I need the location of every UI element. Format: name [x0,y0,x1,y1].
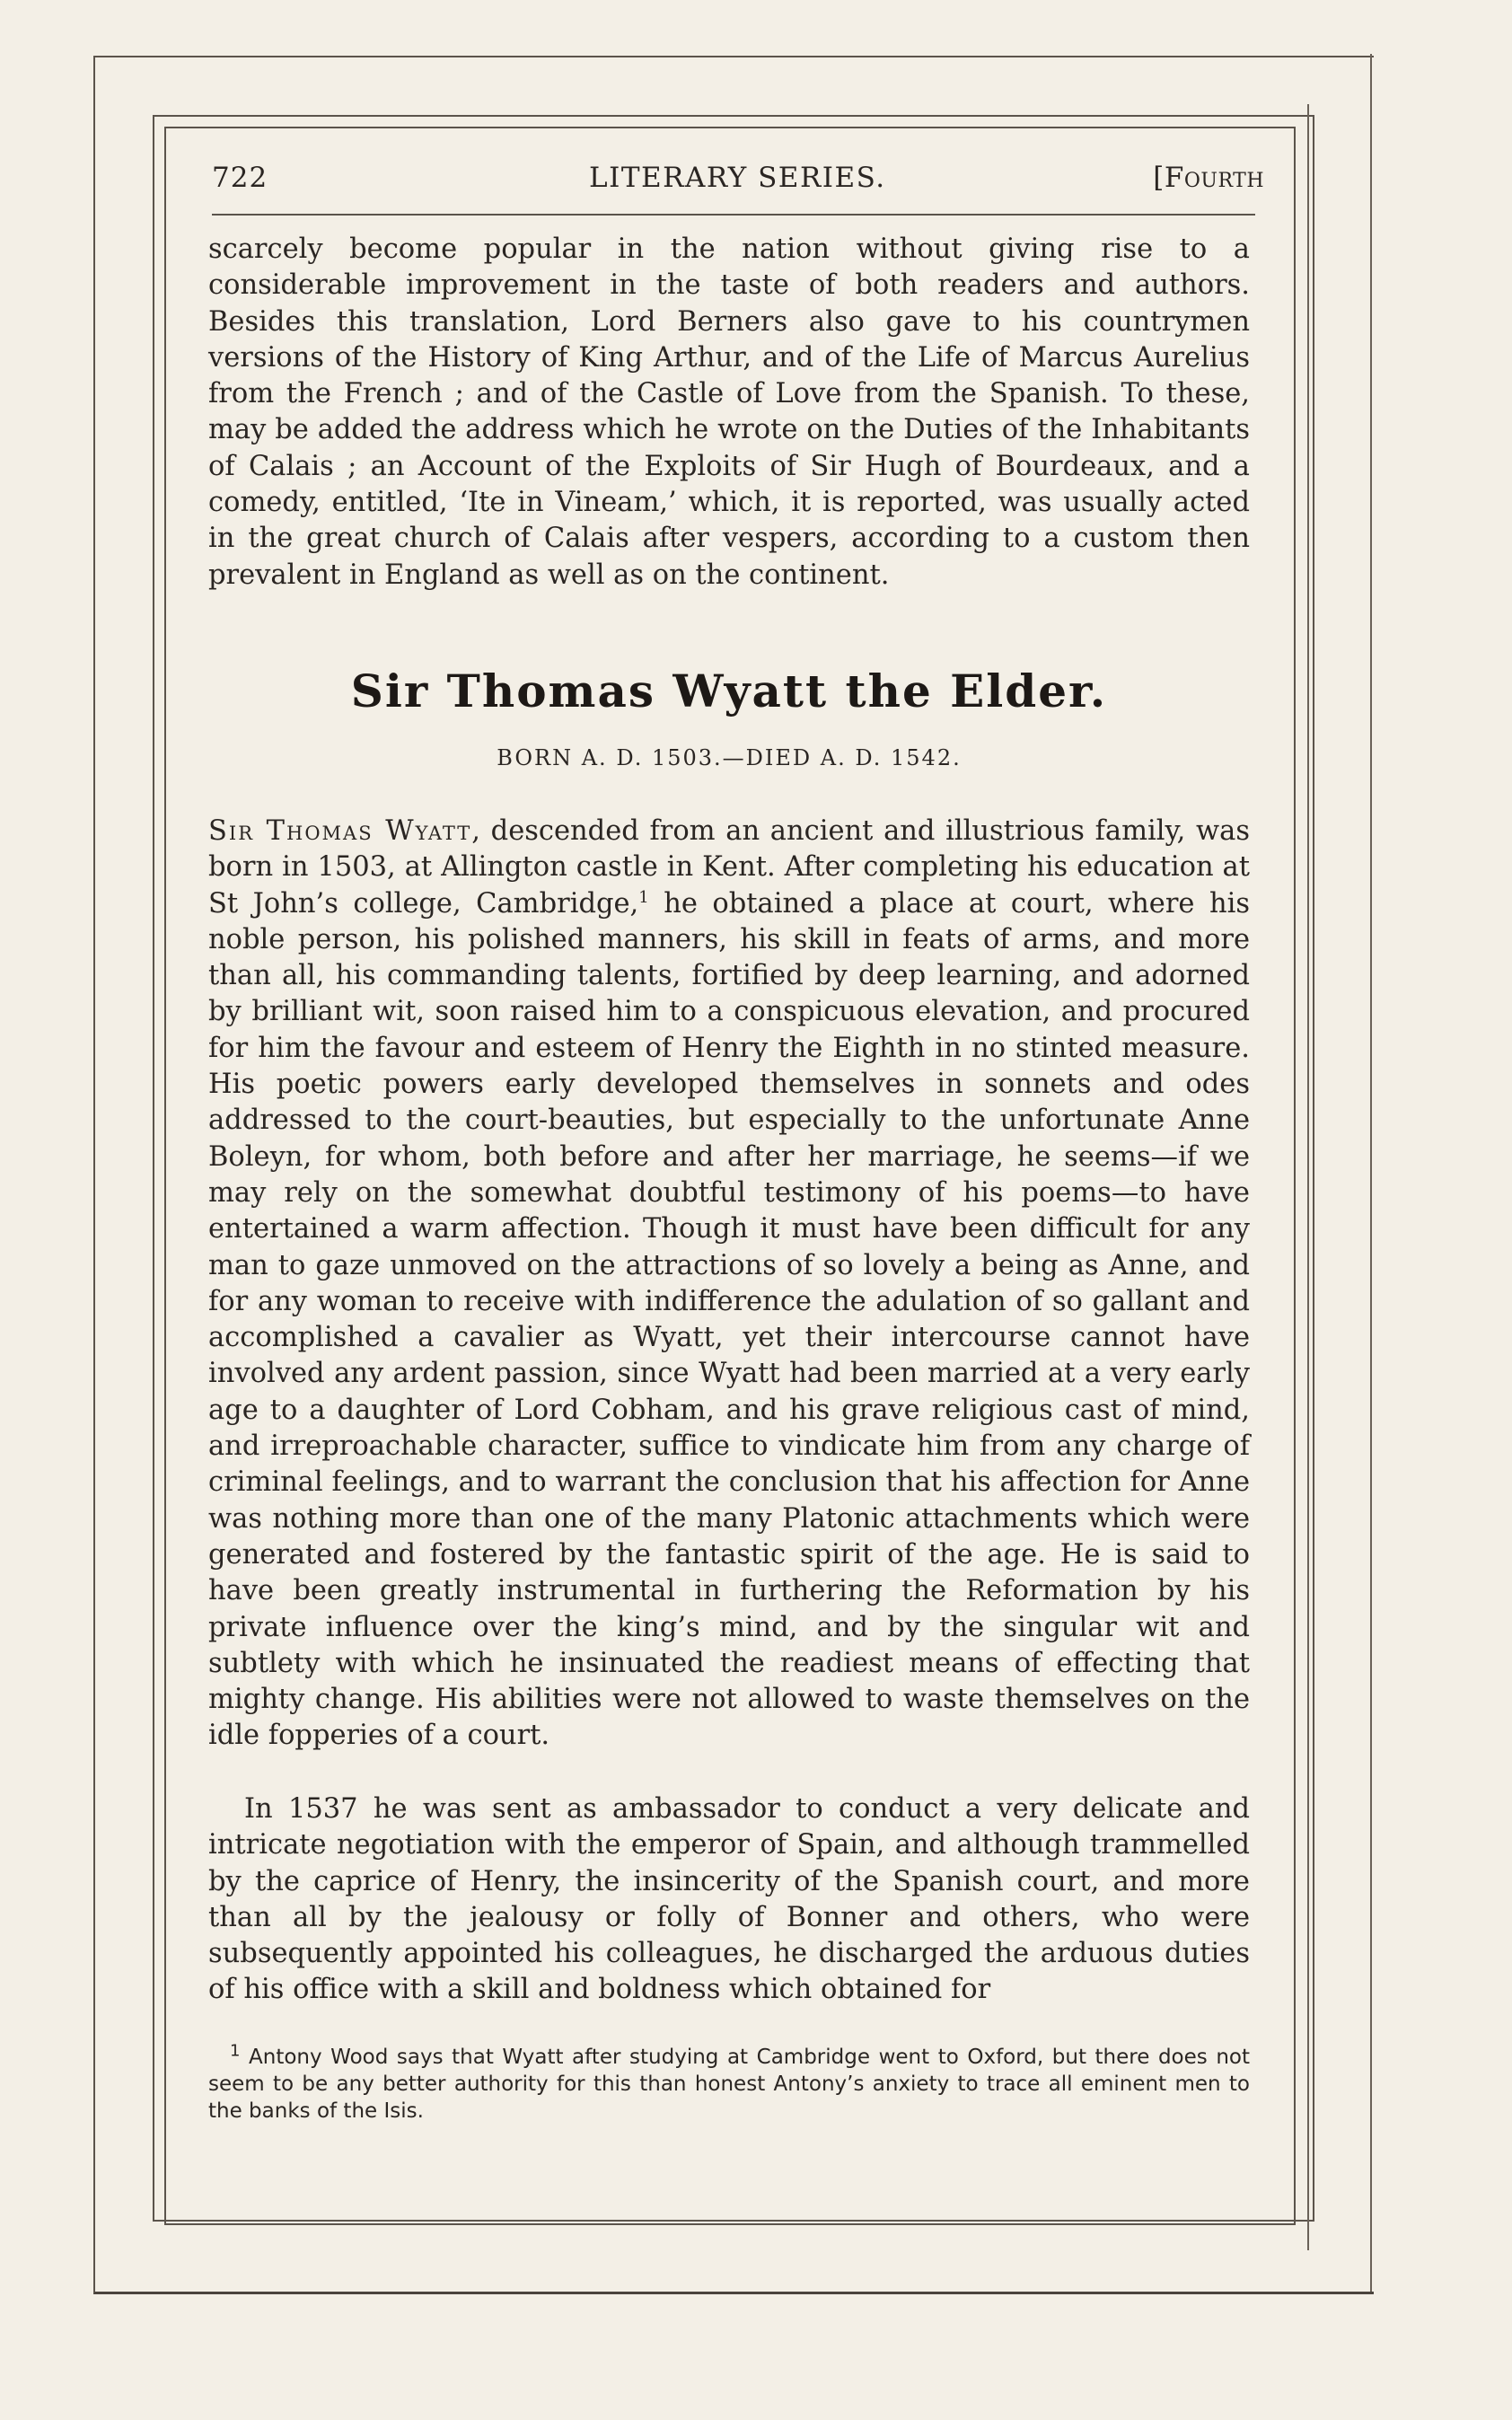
footnote [208,2041,1250,2125]
page-number: 722 [212,162,268,194]
paragraph-embassy: In 1537 he was sent as ambassador to conduct a very delicate and intricate negotiation with the emperor of Spain, and although trammelled by the caprice of Henry, the insincerity of the Spanish court, and more than all by the jealousy or folly of Bonner and others, who were subsequently appointed his colleagues, he discharged the arduous duties of his office with a skill and boldness which obtained for [208,1793,1250,2006]
head-rule [212,214,1255,216]
running-head [212,162,1264,207]
life-dates: BORN A. D. 1503.—DIED A. D. 1542. [497,745,962,770]
footnote-mark: 1 [230,2041,241,2061]
paragraph-continued: scarcely become popular in the nation without giving rise to a considerable improvement in the taste of both readers and authors. Besides this translation, Lord Berners also gave to his countrymen versions of the History of King Arthur, and of the Life of Marcus Aurelius from the French ; and of the Castle of Love from the Spanish. To these, may be added the address which he wrote on the Duties of the Inhabitants of Calais ; an Account of the Exploits of Sir Hugh of Bourdeaux, and a comedy, entitled, ‘Ite in Vineam,’ which, it is reported, was usually acted in the great church of Calais after vespers, according to a custom then prevalent in England as well as on the continent. [208,233,1250,591]
binding-line [1307,104,1309,2250]
series-title: LITERARY SERIES. [589,162,886,194]
subject-name: Sir Thomas Wyatt [208,815,472,847]
footnote-reference: 1 [638,887,649,907]
section-label: [Fourth [1153,162,1264,194]
paragraph-text-b: he obtained a place at court, where his noble person, his polished manners, his skill in feats of arms, and more than all, his commanding talents, fortified by deep learning, and adorned by brilliant wit, soon raised him to a conspicuous elevation, and procured for him the favour and esteem of Henry the Eighth in no stinted measure. His poetic powers early developed themselves in sonnets and odes addressed to the court-beauties, but especially to the unfortunate Anne Boleyn, for whom, both before and after her marriage, he seems—if we may rely on the somewhat doubtful testimony of his poems—to have entertained a warm affection. Though it must have been difficult for any man to gaze unmoved on the attractions of so lovely a being as Anne, and for any woman to receive with indifference the adulation of so gallant and accomplished a cavalier as Wyatt, yet their intercourse cannot have involved any ardent passion, since Wyatt had been married at a very early age to a daughter of Lord Cobham, and his grave religious cast of mind, and irreproachable character, suffice to vindicate him from any charge of criminal feelings, and to warrant the conclusion that his affection for Anne was nothing more than one of the many Platonic attachments which were generated and fostered by the fantastic spirit of the age. He is said to have been greatly instrumental in furthering the Reformation by his private influence over the king’s mind, and by the singular wit and subtlety with which he insinuated the readiest means of effecting that mighty change. His abilities were not allowed to waste themselves on the idle fopperies of a court. [208,887,1251,1752]
paragraph-text-a: , descended from an ancient and illustrious family, was born in 1503, at Allington castle in Kent. After completing his education at St John’s college, Cambridge, [208,815,1250,920]
paragraph-biography [208,814,1250,1755]
footnote-text: Antony Wood says that Wyatt after studying at Cambridge went to Oxford, but there does not seem to be any better authority for this than honest Antony’s anxiety to trace all eminent men to the banks of the Isis. [208,2046,1250,2123]
page-border-outer-right [1370,54,1372,2292]
section-heading: Sir Thomas Wyatt the Elder. [350,664,1108,717]
